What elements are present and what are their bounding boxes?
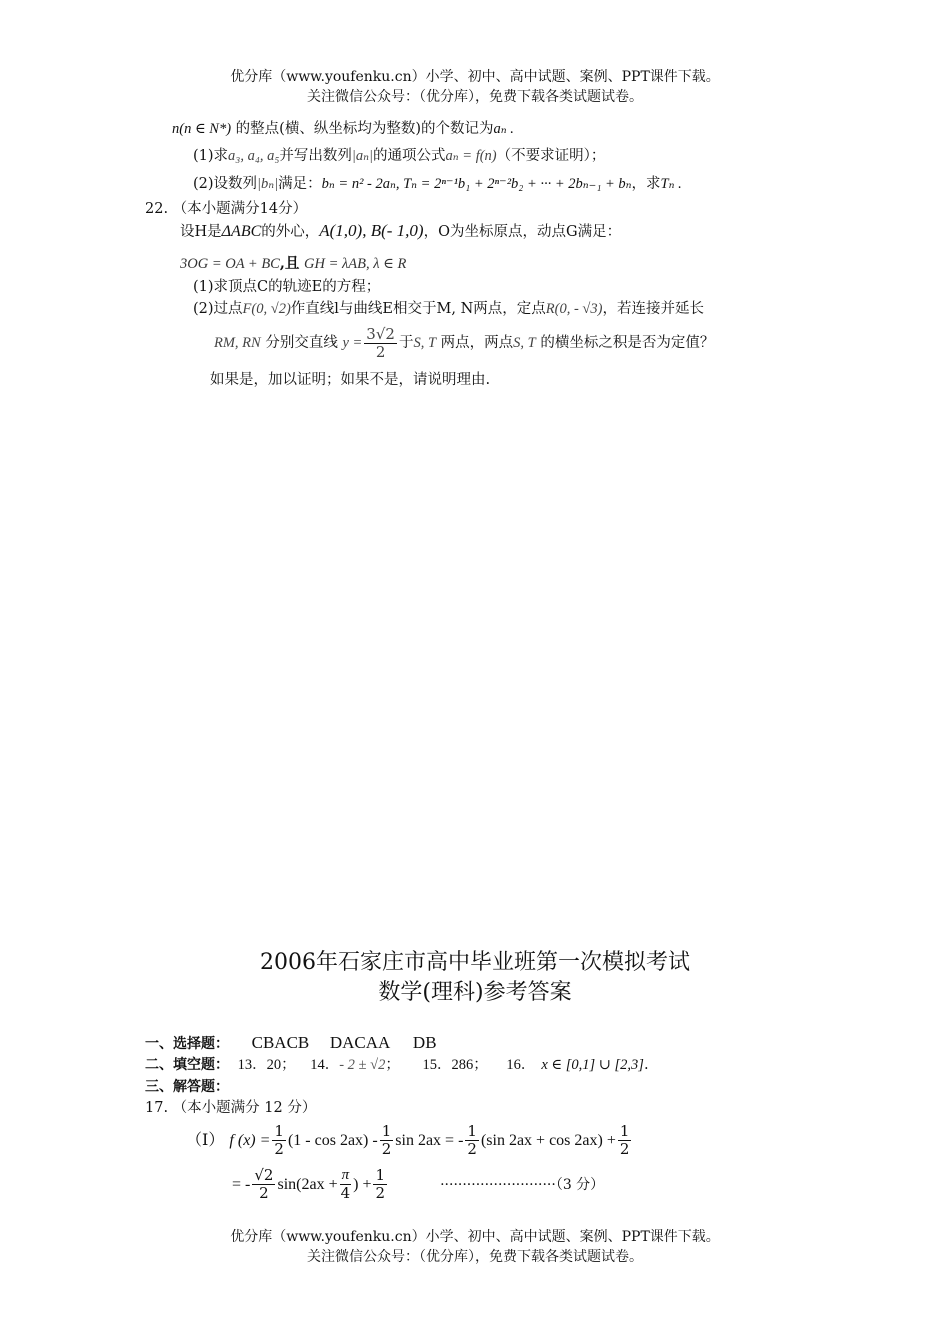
q17-l1-f4-den: 2 [619,1140,630,1158]
q21-p1-math1: a₃, a₄, a₅ [228,148,280,164]
footer-line-1: 优分库（www.youfenku.cn）小学、初中、高中试题、案例、PPT课件下载。 [230,1229,720,1245]
q22-part1: (1)求顶点C的轨迹E的方程； [193,279,381,295]
q17-number: 17. [145,1100,169,1116]
fill-item-14-sep: ； [385,1057,400,1073]
q22-l1-math2: A(1,0), B(- 1,0) [319,221,424,240]
q21-p2-math2: bₙ = n² - 2aₙ, Tₙ = 2ⁿ⁻¹b₁ + 2ⁿ⁻²b₂ + ··· + 2bₙ₋₁ + bₙ [321,176,632,192]
fill-item-16-end: . [643,1057,649,1073]
q22-l2-math1: 3OG = OA + BC [180,256,280,272]
q22-l4-math2: y = [342,335,363,351]
q21-p2-math1: |bₙ| [257,176,279,192]
q22-l2-mid: ,且 [279,255,300,272]
q17-l1-frac-2 [380,1123,394,1158]
q17-l1-f2-num: 1 [381,1122,392,1140]
fill-item-14-value: - 2 ± √2 [339,1057,386,1073]
q21-p2-tail: Tₙ . [660,176,682,192]
q17-l2-f2-den: 4 [340,1184,351,1202]
q21-p2-mid: 满足： [278,176,322,192]
q21-p1-math3: aₙ = f(n) [445,148,497,164]
answer-title-1: 2006年石家庄市高中毕业班第一次模拟考试 [260,950,690,975]
choice-label: 一、选择题： [145,1036,229,1052]
answer-title-2: 数学(理科)参考答案 [378,980,572,1005]
q17-l1-frac-1 [272,1123,286,1158]
q17-l1-f1-num: 1 [274,1122,284,1140]
q22-l4-math4: S, T [513,335,536,351]
q17-l2-frac-1 [252,1167,275,1202]
q21-p2-prefix: (2)设数列 [193,176,258,192]
q22-line5: 如果是，加以证明；如果不是，请说明理由. [210,372,491,388]
q17-l1-f1-den: 2 [274,1140,284,1158]
q22-l4-b: 于 [398,335,414,351]
q17-l2-f1-num: √2 [254,1166,274,1184]
q17-part-label: （Ⅰ） [186,1130,225,1149]
q17-l1-b: (1 - cos 2ax) - [287,1132,378,1149]
solve-label: 三、解答题： [145,1079,229,1095]
q22-l1-b: 的外心， [261,224,320,240]
header-line-2: 关注微信公众号：（优分库），免费下载各类试题试卷。 [307,89,643,105]
q21-p1-prefix: (1)求 [193,148,229,164]
q22-l1-c: ，O为坐标原点，动点G满足： [423,224,622,240]
q22-l4-c: 两点，两点 [440,335,514,351]
fill-item-15: 15．286； [422,1057,488,1073]
q22-line2 [180,253,406,275]
q17-l1-f3-den: 2 [467,1140,477,1158]
q21-intro [172,118,514,140]
q17-score: （3 分） [555,1177,605,1193]
q17-l2-frac-3 [373,1167,387,1202]
q17-l2-a: = - [232,1176,251,1193]
q22-line1 [180,220,621,243]
q17-l2-frac-2 [340,1167,352,1202]
q21-intro-text: 的整点(横、纵坐标均为整数)的个数记为 [231,121,494,137]
q17-l1-c: sin 2ax = - [395,1132,464,1149]
q17-l1-frac-4 [618,1123,632,1158]
q17-equation-line-1 [186,1120,633,1161]
q22-l2-math2: GH = λAB, λ ∈ R [304,256,407,272]
q22-l4-frac [364,326,397,361]
choice-answers-1: CBACB [251,1033,310,1052]
q22-l4-a: 分别交直线 [265,335,338,351]
answer-section-2 [145,1054,649,1076]
q22-p2-math2: R(0, - √3) [545,301,603,317]
q22-p2-c: ，若连接并延长 [602,301,704,317]
q21-part2 [193,173,682,195]
answer-section-3 [145,1076,229,1098]
q17-l2-f3-den: 2 [375,1184,386,1202]
q17-heading [145,1097,316,1119]
q22-heading [145,198,307,220]
q17-l2-c: ) + [353,1176,372,1193]
q22-line4 [214,323,714,363]
q22-part2 [193,298,704,320]
q17-l1-d: (sin 2ax + cos 2ax) + [480,1132,616,1149]
q22-l1-a: 设H是 [180,224,222,240]
q22-number: 22. [145,201,169,217]
footer-line-2: 关注微信公众号：（优分库），免费下载各类试题试卷。 [307,1249,643,1265]
fill-item-13: 13．20； [237,1057,296,1073]
q17-l2-f3-num: 1 [375,1166,386,1184]
q22-l1-math1: ΔABC [221,223,262,240]
q17-leader-dots: ·························· [440,1177,556,1193]
q17-l1-a: f (x) = [229,1132,271,1149]
q17-l1-frac-3 [465,1123,479,1158]
q21-p1-mid2: 的通项公式 [373,148,446,164]
q21-p1-math2: |aₙ| [351,148,374,164]
q21-p1-mid: 并写出数列 [279,148,352,164]
header-line-1: 优分库（www.youfenku.cn）小学、初中、高中试题、案例、PPT课件下载。 [230,69,720,85]
q17-l1-f2-den: 2 [381,1140,392,1158]
q17-l2-b: sin(2ax + [277,1176,338,1193]
q22-l4-d: 的横坐标之积是否为定值？ [540,335,715,351]
q17-l2-f1-den: 2 [259,1184,269,1202]
fill-item-16-value: x ∈ [0,1] ∪ [2,3] [541,1057,644,1073]
q22-l4-frac-den: 2 [375,342,386,361]
q17-points: （本小题满分 12 分） [172,1100,317,1116]
q21-intro-tail: aₙ . [493,121,514,137]
q22-p2-math1: F(0, √2) [242,301,291,317]
q21-p1-tail: （不要求证明）； [496,148,606,164]
q21-p2-mid2: ，求 [631,176,661,192]
choice-answers-3: DB [412,1033,437,1052]
fill-item-16-label: 16． [506,1057,536,1073]
q22-l4-math1: RM, RN [214,335,261,351]
q22-l4-math3: S, T [413,335,437,351]
q22-points: （本小题满分14分） [172,201,308,217]
choice-answers-2: DACAA [329,1033,391,1052]
q17-l2-f2-num: π [341,1167,350,1183]
fill-label: 二、填空题： [145,1057,229,1073]
answer-section-1 [145,1032,437,1055]
q17-equation-line-2 [232,1163,604,1206]
q22-p2-b: 作直线l与曲线E相交于M, N两点，定点 [290,301,546,317]
q21-intro-math: n(n ∈ N*) [172,121,232,137]
q22-p2-a: (2)过点 [193,301,243,317]
q17-l1-f3-num: 1 [467,1122,477,1140]
q21-part1 [193,145,605,167]
q22-l4-frac-num: 3√2 [366,324,395,343]
q17-l1-f4-num: 1 [619,1122,630,1140]
fill-item-14-label: 14． [310,1057,340,1073]
